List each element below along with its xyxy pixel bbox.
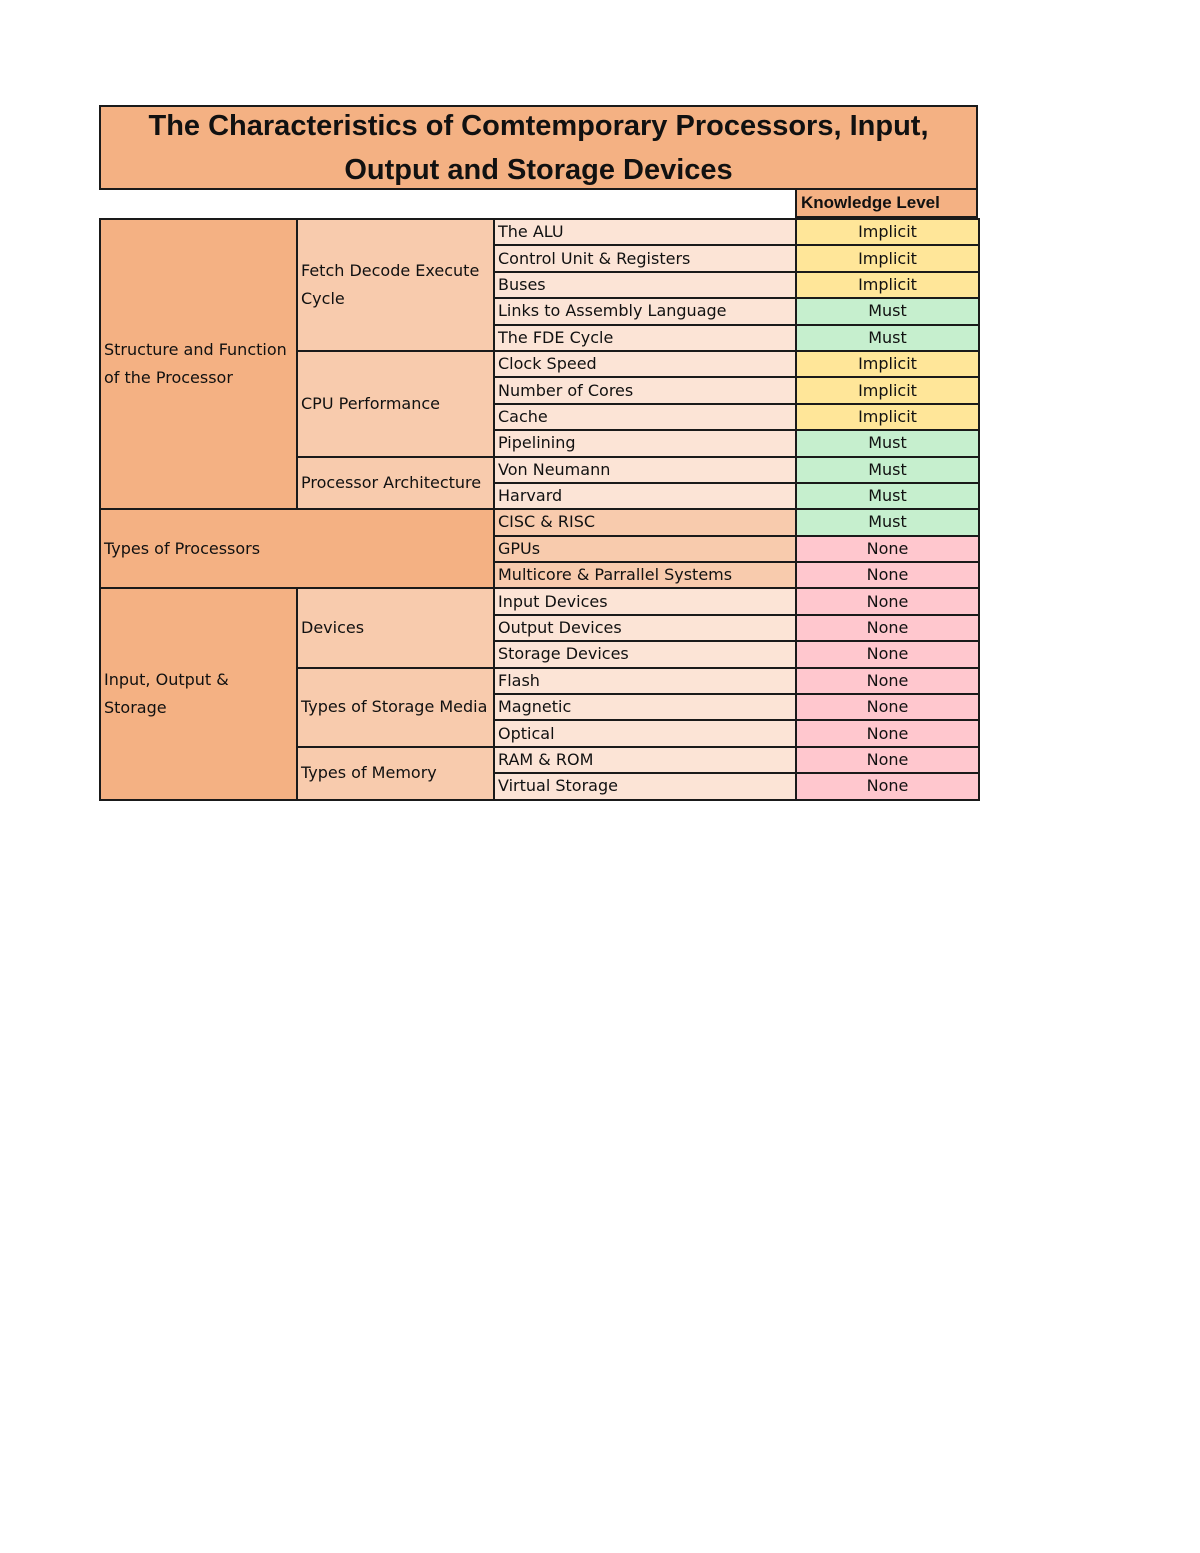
topic-cell: Optical <box>494 720 796 746</box>
knowledge-level-implicit: Implicit <box>796 272 979 298</box>
knowledge-level-must: Must <box>796 430 979 456</box>
topic-cell: RAM & ROM <box>494 747 796 773</box>
topic-cell: Storage Devices <box>494 641 796 667</box>
knowledge-level-none: None <box>796 615 979 641</box>
knowledge-level-must: Must <box>796 509 979 535</box>
topic-cell: Pipelining <box>494 430 796 456</box>
knowledge-level-must: Must <box>796 325 979 351</box>
category-input-output-and-storage: Input, Output & Storage <box>100 588 297 799</box>
topic-cell: Multicore & Parrallel Systems <box>494 562 796 588</box>
knowledge-level-must: Must <box>796 298 979 324</box>
topic-cell: Input Devices <box>494 588 796 614</box>
spreadsheet <box>99 105 978 801</box>
knowledge-level-none: None <box>796 747 979 773</box>
knowledge-level-must: Must <box>796 483 979 509</box>
table-row <box>100 509 979 535</box>
topic-cell: Virtual Storage <box>494 773 796 799</box>
topic-cell: Von Neumann <box>494 457 796 483</box>
topic-cell: The ALU <box>494 219 796 245</box>
knowledge-level-none: None <box>796 720 979 746</box>
header-row <box>99 190 978 218</box>
topic-cell: Links to Assembly Language <box>494 298 796 324</box>
topic-cell: Magnetic <box>494 694 796 720</box>
topic-cell: Clock Speed <box>494 351 796 377</box>
subcategory-types-of-storage-media: Types of Storage Media <box>297 668 494 747</box>
knowledge-level-implicit: Implicit <box>796 219 979 245</box>
topics-table <box>99 218 980 801</box>
knowledge-level-implicit: Implicit <box>796 377 979 403</box>
topic-cell: Control Unit & Registers <box>494 245 796 271</box>
knowledge-level-none: None <box>796 668 979 694</box>
topic-cell: CISC & RISC <box>494 509 796 535</box>
knowledge-level-header: Knowledge Level <box>795 190 978 218</box>
topic-cell: The FDE Cycle <box>494 325 796 351</box>
knowledge-level-none: None <box>796 694 979 720</box>
topic-cell: Cache <box>494 404 796 430</box>
topic-cell: Number of Cores <box>494 377 796 403</box>
subcategory-types-of-memory: Types of Memory <box>297 747 494 800</box>
knowledge-level-none: None <box>796 773 979 799</box>
topic-cell: Output Devices <box>494 615 796 641</box>
category-structure-and-function-of-the-processor: Structure and Function of the Processor <box>100 219 297 509</box>
topic-cell: GPUs <box>494 536 796 562</box>
table-row <box>100 588 979 614</box>
page-title: The Characteristics of Comtemporary Processors, Input, Output and Storage Devices <box>99 105 978 190</box>
knowledge-level-none: None <box>796 562 979 588</box>
category-types-of-processors: Types of Processors <box>100 509 494 588</box>
subcategory-cpu-performance: CPU Performance <box>297 351 494 457</box>
knowledge-level-must: Must <box>796 457 979 483</box>
knowledge-level-implicit: Implicit <box>796 245 979 271</box>
knowledge-level-implicit: Implicit <box>796 351 979 377</box>
knowledge-level-implicit: Implicit <box>796 404 979 430</box>
subcategory-processor-architecture: Processor Architecture <box>297 457 494 510</box>
knowledge-level-none: None <box>796 641 979 667</box>
subcategory-fetch-decode-execute-cycle: Fetch Decode Execute Cycle <box>297 219 494 351</box>
table-row <box>100 219 979 245</box>
subcategory-devices: Devices <box>297 588 494 667</box>
topic-cell: Buses <box>494 272 796 298</box>
topic-cell: Flash <box>494 668 796 694</box>
knowledge-level-none: None <box>796 536 979 562</box>
knowledge-level-none: None <box>796 588 979 614</box>
topic-cell: Harvard <box>494 483 796 509</box>
